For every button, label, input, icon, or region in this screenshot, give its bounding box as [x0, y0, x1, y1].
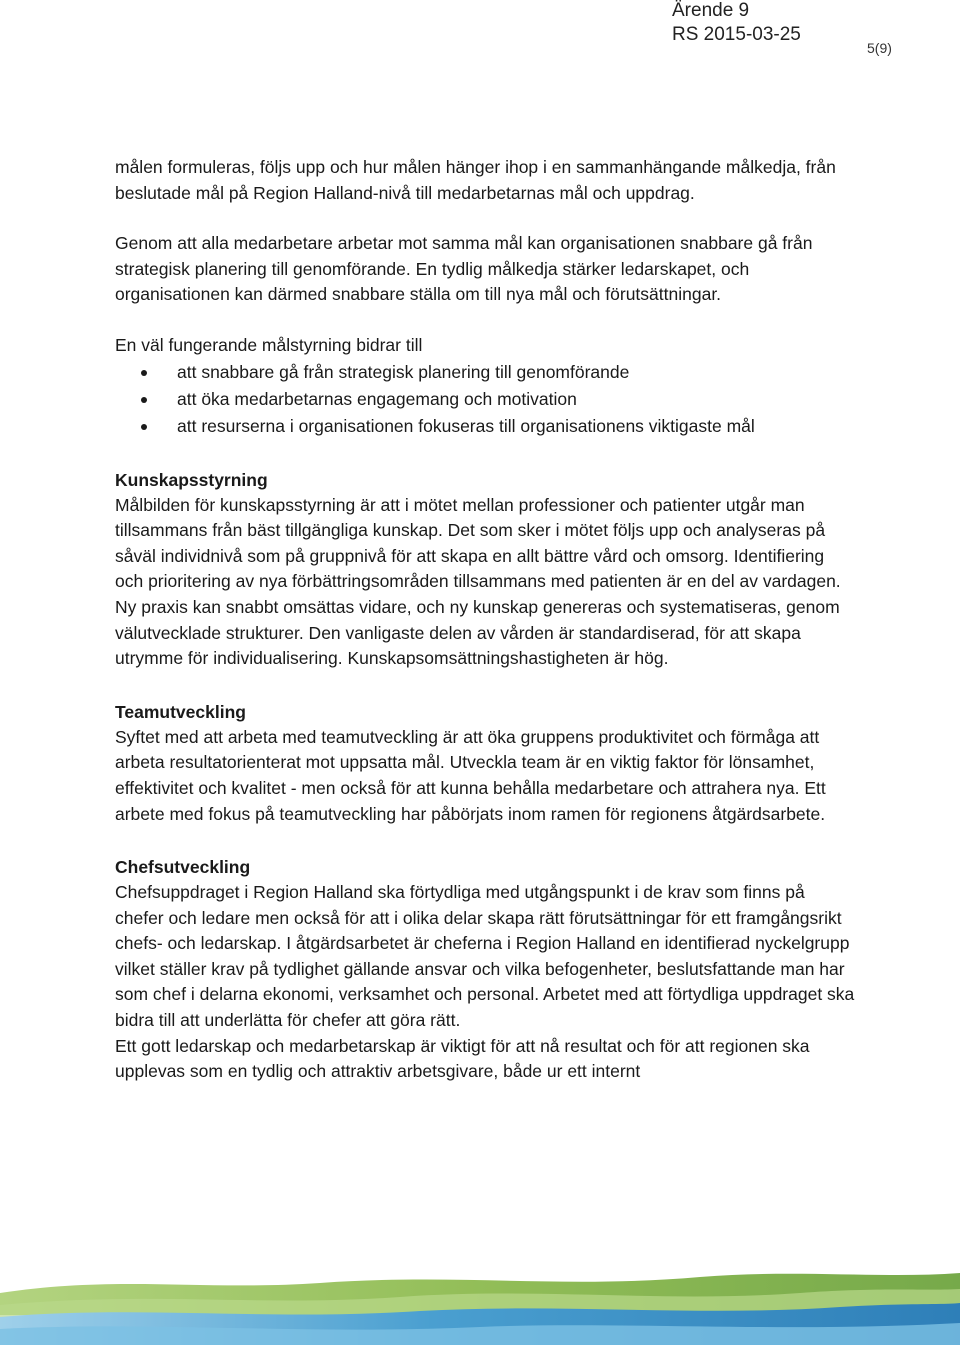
section-kunskapsstyrning: [115, 467, 855, 672]
document-body: [115, 155, 855, 1085]
list-item: [115, 359, 855, 386]
section-text: Målbilden för kunskapsstyrning är att i mötet mellan professioner och patienter utgår man tillsammans från bäst tillgängliga kunskap. Det som sker i mötet följs upp och analyseras på såväl individnivå som på gruppnivå för att skapa en allt bättre vård och omsorg. Identifiering och prioritering av nya förbättringsområden tillsammans med patienten är en del av vardagen. Ny praxis kan snabbt omsättas vidare, och ny kunskap genereras och systematiseras, genom välutvecklade strukturer. Den vanligaste delen av vården är standardiserad, för att skapa utrymme för individualisering. Kunskapsomsättningshastigheten är hög.: [115, 494, 841, 669]
list-item-text: att snabbare gå från strategisk planering till genomförande: [177, 361, 630, 382]
list-item-text: att resurserna i organisationen fokuseras till organisationens viktigaste mål: [177, 415, 755, 436]
bullet-icon: [141, 397, 147, 403]
page-number: 5(9): [867, 40, 892, 56]
section-heading: Kunskapsstyrning: [115, 469, 268, 490]
section-heading: Teamutveckling: [115, 701, 246, 722]
closing-paragraph: Ett gott ledarskap och medarbetarskap är viktigt för att nå resultat och för att regionen ska upplevas som en tydlig och attraktiv arbetsgivare, både ur ett internt: [115, 1035, 810, 1082]
bullet-list: [115, 359, 855, 440]
list-item: [115, 413, 855, 440]
list-intro: En väl fungerande målstyrning bidrar till: [115, 334, 423, 355]
list-item: [115, 386, 855, 413]
arende-label: Ärende 9: [672, 0, 750, 21]
document-date: RS 2015-03-25: [672, 24, 801, 45]
section-heading: Chefsutveckling: [115, 857, 251, 878]
paragraph: målen formuleras, följs upp och hur målen hänger ihop i en sammanhängande målkedja, från beslutade mål på Region Halland-nivå till medarbetarnas mål och uppdrag.: [115, 157, 836, 203]
paragraph: Genom att alla medarbetare arbetar mot samma mål kan organisationen snabbare gå från strategisk planering till genomförande. En tydlig målkedja stärker ledarskapet, och organisationen kan därmed snabbare ställa om till nya mål och förutsättningar.: [115, 233, 813, 305]
list-item-text: att öka medarbetarnas engagemang och motivation: [177, 388, 577, 409]
section-text: Chefsuppdraget i Region Halland ska förtydliga med utgångspunkt i de krav som finns på chefer och ledare men också för att i olika delar skapa rätt förutsättningar för ett framgångsrikt chefs- och ledarskap. I åtgärdsarbetet är cheferna i Region Halland en identifierad nyckelgrupp vilket ställer krav på tydlighet gällande ansvar och vilka befogenheter, beslutsfattande man har som chef i delarna ekonomi, verksamhet och personal. Arbetet med att förtydliga uppdraget ska bidra till att underlätta för chefer att göra rätt.: [115, 882, 855, 1031]
footer-wave-banner: [0, 1255, 960, 1345]
bullet-icon: [141, 424, 147, 430]
section-teamutveckling: [115, 699, 855, 827]
bullet-icon: [141, 370, 147, 376]
page-header: [560, 0, 960, 70]
section-chefsutveckling: [115, 854, 855, 1034]
section-text: Syftet med att arbeta med teamutveckling är att öka gruppens produktivitet och förmåga att arbeta resultatorienterat mot uppsatta mål. Utveckla team är en viktig faktor för lönsamhet, effektivitet och kvalitet - men också för att kunna behålla medarbetare och attrahera nya. Ett arbete med fokus på teamutveckling har påbörjats inom ramen för regionens åtgärdsarbete.: [115, 726, 826, 824]
